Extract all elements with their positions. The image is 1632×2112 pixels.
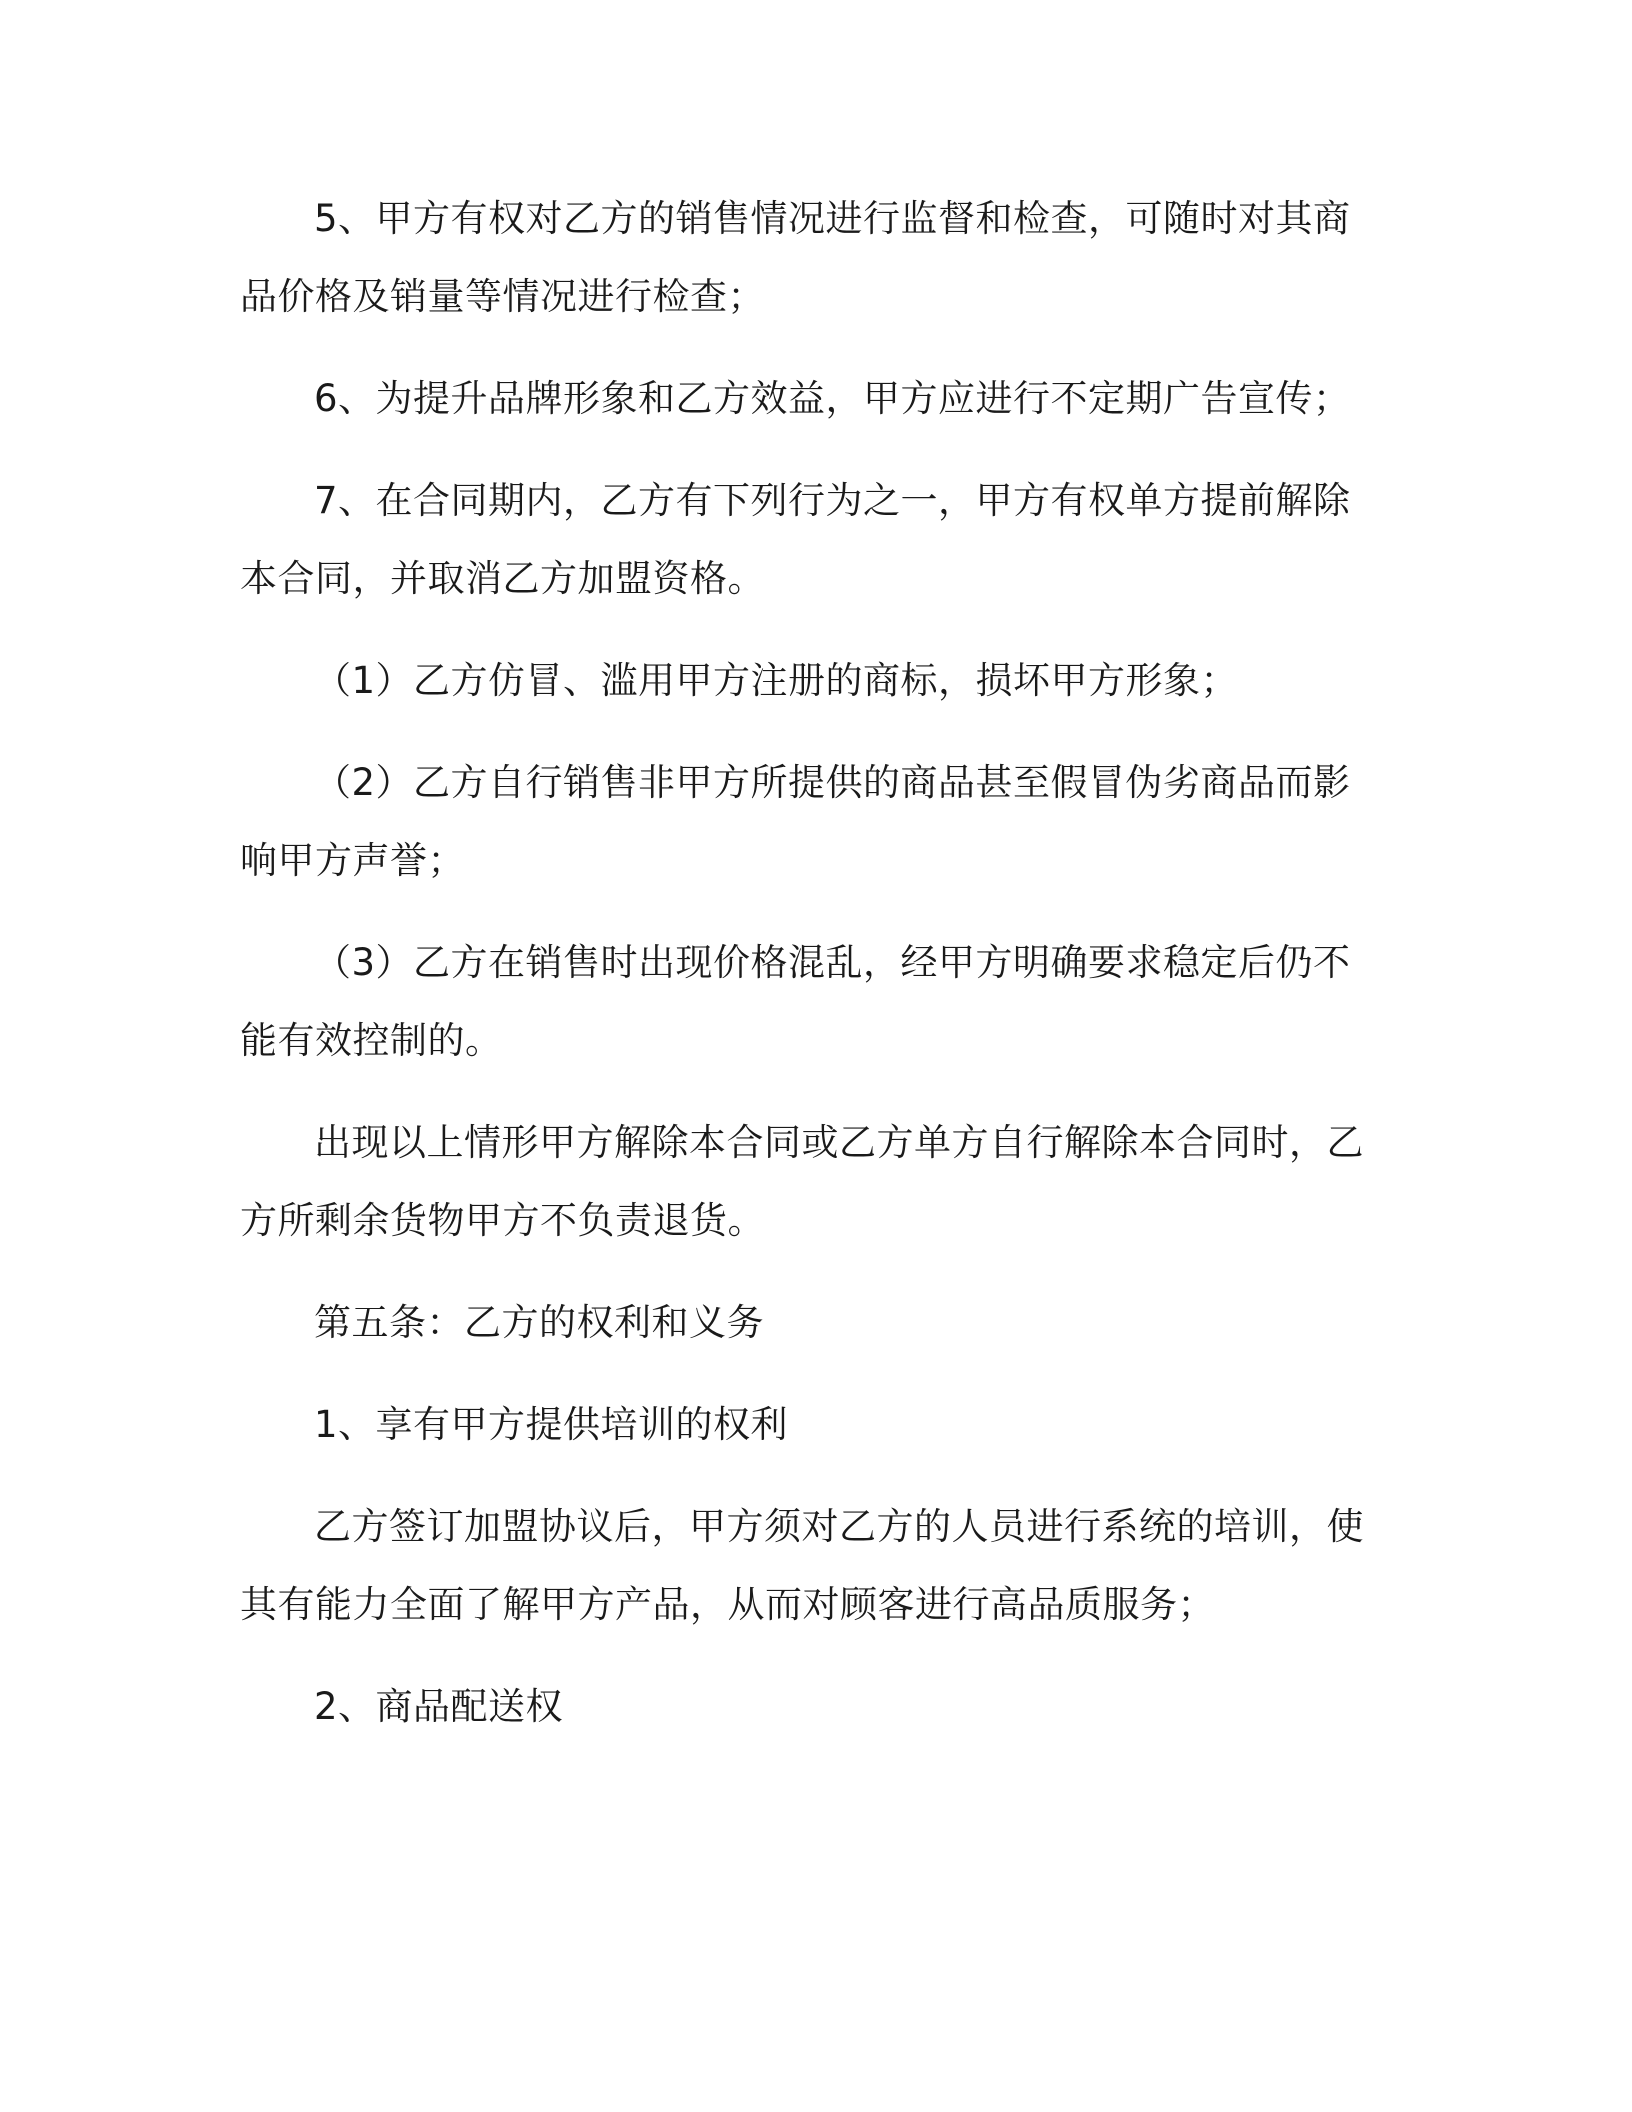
paragraph-item-1: （1）乙方仿冒、滥用甲方注册的商标，损坏甲方形象； (314, 659, 1239, 702)
paragraph-right-2: 2、商品配送权 (314, 1685, 564, 1728)
paragraph-clause-5: 5、甲方有权对乙方的销售情况进行监督和检查，可随时对其商品价格及销量等情况进行检查； (240, 197, 1351, 318)
paragraph-clause-7: 7、在合同期内，乙方有下列行为之一，甲方有权单方提前解除本合同，并取消乙方加盟资格。 (240, 479, 1351, 600)
paragraph-clause-6: 6、为提升品牌形象和乙方效益，甲方应进行不定期广告宣传； (314, 377, 1351, 420)
article-five-heading: 第五条：乙方的权利和义务 (314, 1301, 764, 1344)
paragraph-termination-note: 出现以上情形甲方解除本合同或乙方单方自行解除本合同时，乙方所剩余货物甲方不负责退货。 (240, 1121, 1364, 1242)
paragraph-item-2: （2）乙方自行销售非甲方所提供的商品甚至假冒伪劣商品而影响甲方声誉； (240, 761, 1351, 882)
paragraph-right-1: 1、享有甲方提供培训的权利 (314, 1403, 789, 1446)
paragraph-training: 乙方签订加盟协议后，甲方须对乙方的人员进行系统的培训，使其有能力全面了解甲方产品，从而对顾客进行高品质服务； (240, 1505, 1364, 1626)
paragraph-item-3: （3）乙方在销售时出现价格混乱，经甲方明确要求稳定后仍不能有效控制的。 (240, 941, 1351, 1062)
